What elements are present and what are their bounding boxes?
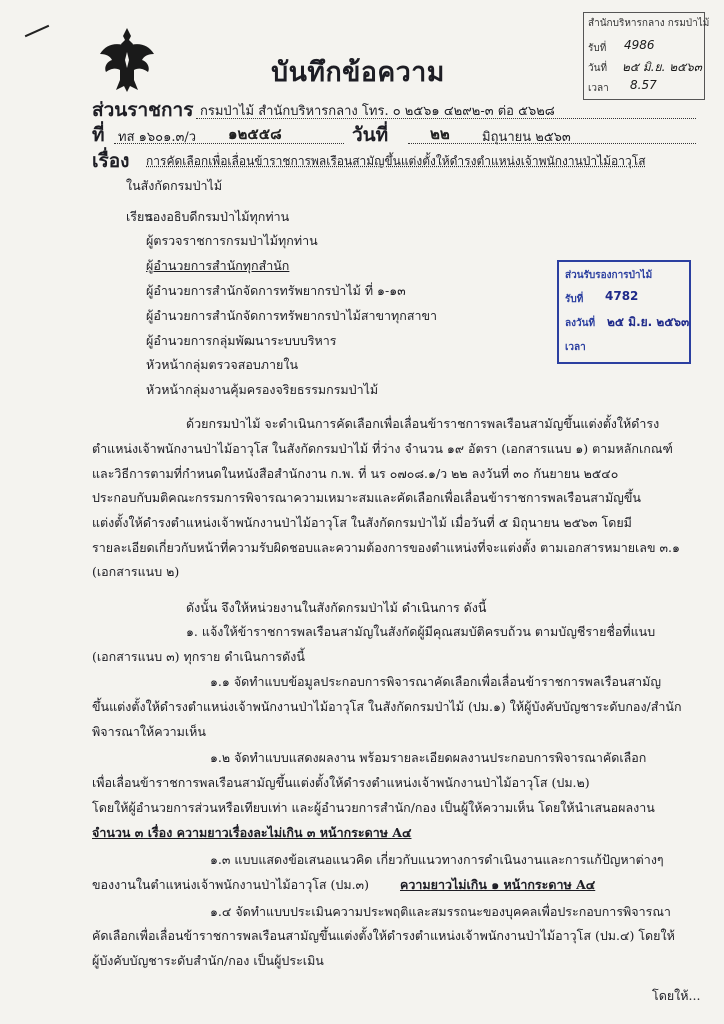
item12-line4: จำนวน ๓ เรื่อง ความยาวเรื่องละไม่เกิน ๓ หน้ากระดาษ A๔ <box>92 825 412 840</box>
para1-line2: ตำแหน่งเจ้าพนักงานป่าไม้อาวุโส ในสังกัดกรมป่าไม้ ที่ว่าง จำนวน ๑๙ อัตรา (เอกสารแนบ ๑) ตามหลักเกณฑ์ <box>92 441 673 456</box>
subject-line2: ในสังกัดกรมป่าไม้ <box>126 178 223 193</box>
pen-mark <box>25 25 50 37</box>
date-underline <box>408 143 696 144</box>
ref-label: ที่ <box>92 124 105 146</box>
para1-line7: (เอกสารแนบ ๒) <box>92 564 180 579</box>
recipient-1: รองอธิบดีกรมป่าไม้ทุกท่าน <box>146 209 290 224</box>
ref-underline <box>114 143 344 144</box>
blue-stamp-no-value: 4782 <box>605 289 639 303</box>
ref-value: ทส ๑๖๐๑.๓/ว <box>118 130 197 145</box>
para1-line3: และวิธีการตามที่กำหนดในหนังสือสำนักงาน ก.พ. ที่ นร ๐๗๐๘.๑/ว ๒๒ ลงวันที่ ๓๐ กันยายน ๒๕๔๐ <box>92 466 619 481</box>
forestry-receipt-stamp <box>557 260 691 364</box>
blue-stamp-title: ส่วนรับรองการป่าไม้ <box>565 270 653 281</box>
stamp-time-value: 8.57 <box>630 78 657 92</box>
blue-stamp-time-label: เวลา <box>565 342 586 353</box>
date-value: มิถุนายน ๒๕๖๓ <box>482 130 571 145</box>
item1-line1: ๑. แจ้งให้ข้าราชการพลเรือนสามัญในสังกัดผู้มีคุณสมบัติครบถ้วน ตามบัญชีรายชื่อที่แนบ <box>186 624 656 639</box>
item13-line1: ๑.๓ แบบแสดงข้อเสนอแนวคิด เกี่ยวกับแนวทางการดำเนินงานและการแก้ปัญหาต่างๆ <box>210 852 664 867</box>
subject-label: เรื่อง <box>92 150 130 172</box>
recipient-5: ผู้อำนวยการสำนักจัดการทรัพยากรป่าไม้สาขาทุกสาขา <box>146 308 438 323</box>
date-day-handwritten: ๒๒ <box>430 125 450 143</box>
agency-label: ส่วนราชการ <box>92 99 194 121</box>
para1-line6: รายละเอียดเกี่ยวกับหน้าที่ความรับผิดชอบและความต้องการของตำแหน่งที่จะแต่งตั้ง ตามเอกสารหมายเลข ๓.๑ <box>92 540 680 555</box>
item12-line2: เพื่อเลื่อนข้าราชการพลเรือนสามัญขึ้นแต่งตั้งให้ดำรงตำแหน่งเจ้าพนักงานป่าไม้อาวุโส (ปม.๒) <box>92 775 590 790</box>
recipient-3: ผู้อำนวยการสำนักทุกสำนัก <box>146 258 290 273</box>
item14-line2: คัดเลือกเพื่อเลื่อนข้าราชการพลเรือนสามัญขึ้นแต่งตั้งให้ดำรงตำแหน่งเจ้าพนักงานป่าไม้อาวุโส (ปม.๔) โดยให้ <box>92 928 675 943</box>
ref-number-handwritten: ๑๒๕๕๘ <box>228 125 282 143</box>
recipients-label: เรียน <box>126 209 153 224</box>
item13-line2: ของงานในตำแหน่งเจ้าพนักงานป่าไม้อาวุโส (ปม.๓) <box>92 877 369 892</box>
para1-line1: ด้วยกรมป่าไม้ จะดำเนินการคัดเลือกเพื่อเลื่อนข้าราชการพลเรือนสามัญขึ้นแต่งตั้งให้ดำรง <box>186 416 660 431</box>
recipient-8: หัวหน้ากลุ่มงานคุ้มครองจริยธรรมกรมป่าไม้ <box>146 382 379 397</box>
date-label: วันที่ <box>352 124 389 146</box>
stamp-no-label: รับที่ <box>588 43 607 54</box>
subject-line1: การคัดเลือกเพื่อเลื่อนข้าราชการพลเรือนสามัญขึ้นแต่งตั้งให้ดำรงตำแหน่งเจ้าพนักงานป่าไม้อาวุโส <box>146 154 646 168</box>
stamp-date-label: วันที่ <box>588 63 608 74</box>
item11-line1: ๑.๑ จัดทำแบบข้อมูลประกอบการพิจารณาคัดเลือกเพื่อเลื่อนข้าราชการพลเรือนสามัญ <box>210 674 662 689</box>
continue-marker: โดยให้... <box>652 988 701 1003</box>
stamp-time-label: เวลา <box>588 83 609 94</box>
recipient-6: ผู้อำนวยการกลุ่มพัฒนาระบบบริหาร <box>146 333 337 348</box>
stamp-date-value: ๒๕ มิ.ย. ๒๕๖๓ <box>622 60 703 74</box>
item13-length-note: ความยาวไม่เกิน ๑ หน้ากระดาษ A๔ <box>400 877 596 892</box>
blue-stamp-no-label: รับที่ <box>565 294 584 305</box>
para1-line5: แต่งตั้งให้ดำรงตำแหน่งเจ้าพนักงานป่าไม้อาวุโส ในสังกัดกรมป่าไม้ เมื่อวันที่ ๕ มิถุนายน ๒๕๖๓ โดยมี <box>92 515 632 530</box>
blue-stamp-date-value: ๒๕ มิ.ย. ๒๕๖๓ <box>607 315 690 329</box>
item12-line1: ๑.๒ จัดทำแบบแสดงผลงาน พร้อมรายละเอียดผลงานประกอบการพิจารณาคัดเลือก <box>210 750 647 765</box>
agency-underline <box>196 118 696 119</box>
item11-line3: พิจารณาให้ความเห็น <box>92 724 206 739</box>
recipient-7: หัวหน้ากลุ่มตรวจสอบภายใน <box>146 357 299 372</box>
recipient-4: ผู้อำนวยการสำนักจัดการทรัพยากรป่าไม้ ที่ ๑-๑๓ <box>146 283 406 298</box>
stamp-no-value: 4986 <box>624 38 655 52</box>
agency-value: กรมป่าไม้ สำนักบริหารกลาง โทร. ๐ ๒๕๖๑ ๔๒๙๒-๓ ต่อ ๕๖๒๘ <box>200 104 555 119</box>
stamp-org: สำนักบริหารกลาง กรมป่าไม้ <box>588 18 710 29</box>
memo-title: บันทึกข้อความ <box>271 57 445 88</box>
para1-line4: ประกอบกับมติคณะกรรมการพิจารณาความเหมาะสมและคัดเลือกเพื่อเลื่อนข้าราชการพลเรือนสามัญขึ้น <box>92 490 641 505</box>
receipt-stamp <box>583 12 710 100</box>
blue-stamp-date-label: ลงวันที่ <box>565 318 596 329</box>
item11-line2: ขึ้นแต่งตั้งให้ดำรงตำแหน่งเจ้าพนักงานป่าไม้อาวุโส ในสังกัดกรมป่าไม้ (ปม.๑) ให้ผู้บังคับบัญชาระดับกอง/สำนัก <box>92 699 682 714</box>
item14-line3: ผู้บังคับบัญชาระดับสำนัก/กอง เป็นผู้ประเมิน <box>92 953 324 968</box>
item1-line2: (เอกสารแนบ ๓) ทุกราย ดำเนินการดังนี้ <box>92 649 305 664</box>
recipient-2: ผู้ตรวจราชการกรมป่าไม้ทุกท่าน <box>146 233 318 248</box>
item12-line3: โดยให้ผู้อำนวยการส่วนหรือเทียบเท่า และผู้อำนวยการสำนัก/กอง เป็นผู้ให้ความเห็น โดยให้นำเสนอผลงาน <box>92 800 655 815</box>
para2: ดังนั้น จึงให้หน่วยงานในสังกัดกรมป่าไม้ ดำเนินการ ดังนี้ <box>186 600 487 615</box>
item14-line1: ๑.๔ จัดทำแบบประเมินความประพฤติและสมรรถนะของบุคคลเพื่อประกอบการพิจารณา <box>210 904 671 919</box>
